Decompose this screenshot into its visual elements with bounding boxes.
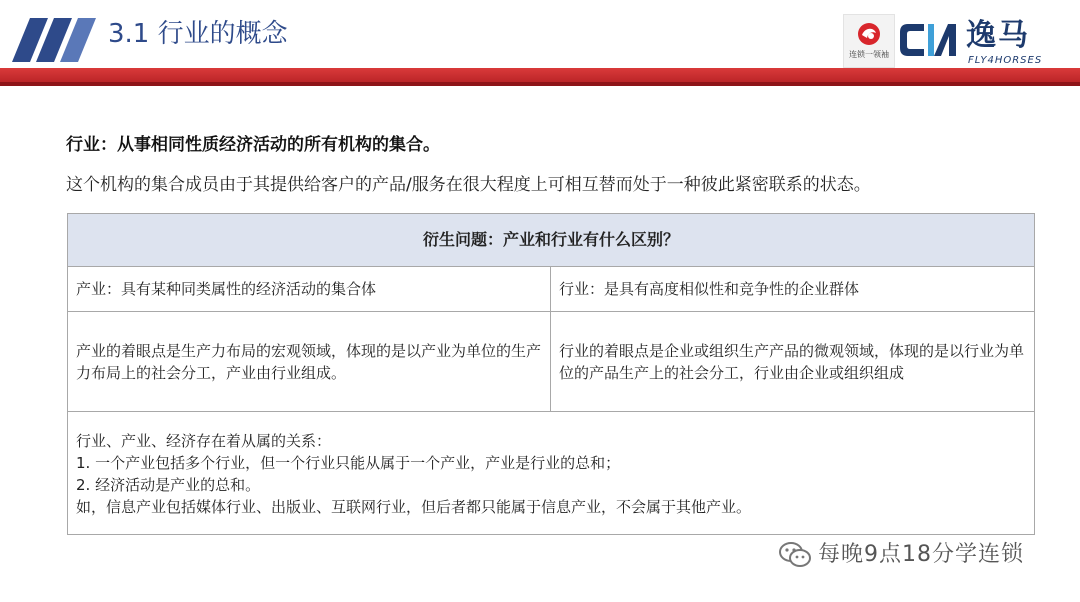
table-row bbox=[68, 412, 1035, 535]
table-header-row bbox=[68, 214, 1035, 267]
wechat-watermark bbox=[778, 538, 1024, 572]
industry-definition-cell: 产业：具有某种同类属性的经济活动的集合体 bbox=[68, 267, 551, 312]
table-question: 衍生问题：产业和行业有什么区别？ bbox=[68, 214, 1035, 267]
dragon-logo-icon bbox=[856, 21, 882, 47]
header-stripes-decoration bbox=[12, 18, 96, 62]
table-row bbox=[68, 312, 1035, 412]
definition-text: 行业：从事相同性质经济活动的所有机构的集合。 bbox=[66, 135, 440, 155]
watermark-text: 每晚9点18分学连锁 bbox=[818, 542, 1024, 567]
relationship-example: 如，信息产业包括媒体行业、出版业、互联网行业，但后者都只能属于信息产业，不会属于其他产业。 bbox=[76, 498, 752, 516]
brand-name-cn: 逸马 bbox=[966, 18, 1030, 53]
brand-logo bbox=[898, 16, 1048, 66]
relationship-item: 1. 一个产业包括多个行业，但一个行业只能从属于一个产业，产业是行业的总和； bbox=[76, 454, 621, 472]
relationship-intro: 行业、产业、经济存在着从属的关系： bbox=[76, 432, 332, 450]
trade-focus-cell: 行业的着眼点是企业或组织生产产品的微观领域，体现的是以行业为单位的产品生产上的社会分工，行业由企业或组织组成 bbox=[551, 312, 1035, 412]
comparison-table bbox=[67, 213, 1035, 535]
trade-definition-cell: 行业：是具有高度相似性和竞争性的企业群体 bbox=[551, 267, 1035, 312]
description-text: 这个机构的集合成员由于其提供给客户的产品/服务在很大程度上可相互替而处于一种彼此紧密联系的状态。 bbox=[66, 175, 871, 195]
industry-focus-cell: 产业的着眼点是生产力布局的宏观领域，体现的是以产业为单位的生产力布局上的社会分工，产业由行业组成。 bbox=[68, 312, 551, 412]
partner-logo bbox=[843, 14, 895, 68]
relationship-item: 2. 经济活动是产业的总和。 bbox=[76, 476, 261, 494]
brand-name-en: FLY4HORSES bbox=[968, 55, 1043, 66]
header-red-bar bbox=[0, 68, 1080, 86]
partner-logo-caption: 连锁一领袖 bbox=[849, 50, 889, 59]
relationship-note-cell bbox=[68, 412, 1035, 535]
ca-logo-icon bbox=[898, 20, 962, 60]
header-red-bar-shadow bbox=[0, 82, 1080, 86]
page-title: 3.1 行业的概念 bbox=[108, 19, 288, 49]
wechat-icon bbox=[778, 540, 812, 570]
table-row bbox=[68, 267, 1035, 312]
